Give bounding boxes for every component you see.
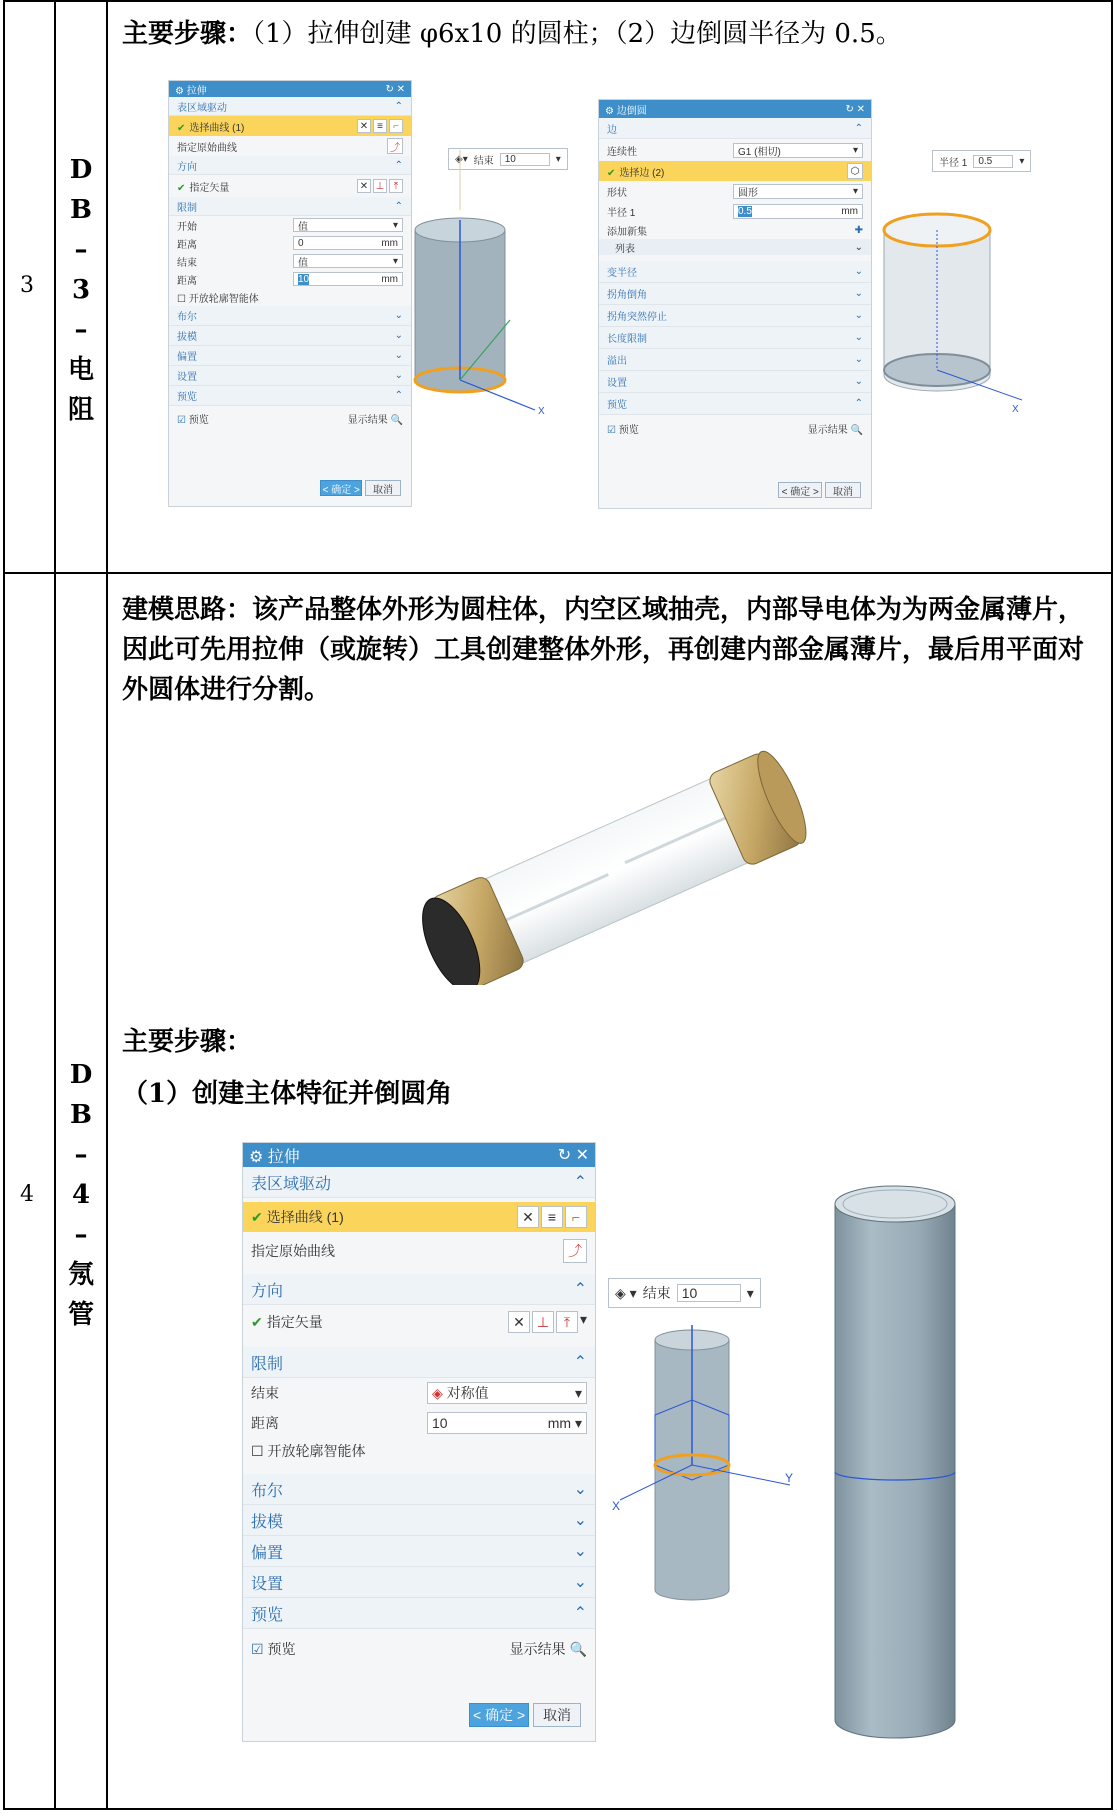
end-row: [243, 1378, 595, 1408]
section-label: 限制: [251, 1355, 284, 1373]
add-set-row[interactable]: [599, 221, 871, 239]
open-profile-row[interactable]: ☐ 开放轮廓智能体: [177, 293, 259, 305]
section-corner-setback[interactable]: [599, 283, 871, 305]
section-label: 限制: [177, 202, 197, 214]
section-offset[interactable]: [169, 346, 411, 366]
dropdown-icon: ▾: [392, 219, 398, 231]
code-char: –: [74, 1140, 88, 1170]
deselect-icon[interactable]: ✕: [517, 1206, 539, 1228]
vector-icon[interactable]: ⤒: [389, 179, 403, 193]
cancel-button[interactable]: 取消: [825, 482, 861, 498]
code-char: 管: [67, 1300, 94, 1330]
start-row: [169, 216, 411, 234]
svg-text:Y: Y: [785, 1471, 794, 1485]
select-curve-row[interactable]: [243, 1202, 595, 1232]
select-curve-label: 选择曲线 (1): [266, 1209, 344, 1225]
shape-label: 形状: [607, 187, 627, 199]
distance-start-input[interactable]: [293, 236, 403, 250]
gear-icon: ⚙: [605, 105, 614, 117]
code-char: 电: [67, 355, 94, 385]
dropdown-icon: ▾: [852, 144, 858, 156]
titlebar-controls-icon[interactable]: ↻ ✕: [845, 103, 865, 115]
check-icon: ✔: [177, 122, 186, 134]
continuity-label: 连续性: [607, 146, 637, 158]
section-draft[interactable]: [243, 1505, 595, 1536]
distance-end-row: [169, 270, 411, 288]
chevron-down-icon: ⌄: [394, 330, 403, 341]
modeling-idea: 建模思路：该产品整体外形为圆柱体，内空区域抽壳，内部导电体为为两金属薄片，因此可先用拉伸（或旋转）工具创建整体外形，再创建内部金属薄片，最后用平面对外圆体进行分割。: [122, 595, 1085, 705]
code-char: –: [74, 315, 88, 345]
section-edge[interactable]: [599, 118, 871, 139]
radius-input[interactable]: [733, 204, 863, 219]
gear-icon: ⚙: [249, 1148, 264, 1166]
shape-row: [599, 181, 871, 201]
table-border-right: [1111, 0, 1113, 1810]
distance-label: 距离: [177, 239, 197, 251]
section-label: 设置: [177, 372, 197, 383]
table-border-left: [3, 0, 5, 1810]
table-col-divider-1: [54, 0, 56, 1810]
chevron-down-icon: ⌄: [573, 1543, 587, 1560]
cube-icon[interactable]: ⬡: [847, 163, 863, 179]
section-preview[interactable]: [243, 1598, 595, 1629]
chevron-up-icon: ⌃: [394, 390, 403, 401]
code-char: 阻: [67, 395, 94, 425]
svg-text:X: X: [1012, 404, 1019, 415]
magnifier-icon: 🔍: [569, 1641, 587, 1657]
titlebar-controls-icon[interactable]: ↻ ✕: [385, 83, 405, 95]
end-float-field-2[interactable]: [608, 1278, 761, 1308]
section-stop-short[interactable]: [599, 305, 871, 327]
sketch-icon[interactable]: ⌐: [389, 119, 403, 133]
radius-row: [599, 201, 871, 221]
show-result-button[interactable]: [808, 421, 863, 436]
select-curve-label: 选择曲线 (1): [189, 122, 245, 134]
show-result-label: 显示结果: [509, 1641, 566, 1657]
chevron-up-icon: ⌃: [573, 1281, 587, 1298]
show-result-label: 显示结果: [807, 424, 848, 436]
component-code: [61, 1055, 101, 1335]
specify-vector-row[interactable]: [169, 175, 411, 197]
section-label: 溢出: [607, 356, 627, 367]
check-icon: ✔: [607, 167, 616, 179]
unit-label: mm: [381, 237, 398, 249]
continuity-select[interactable]: [733, 143, 863, 158]
svg-text:X: X: [612, 1499, 621, 1513]
section-label: 拐角倒角: [607, 290, 647, 301]
solid-icon: ◈ ▾: [615, 1284, 637, 1301]
chevron-down-icon: ⌄: [394, 350, 403, 361]
ok-button[interactable]: < 确定 >: [778, 482, 822, 498]
section-label: 布尔: [251, 1482, 284, 1500]
continuity-row: [599, 139, 871, 161]
distance-label: 距离: [251, 1415, 279, 1431]
curve-rule-icon[interactable]: ≡: [373, 119, 387, 133]
section-settings[interactable]: [169, 366, 411, 386]
section-label: 边: [607, 124, 617, 136]
start-label: 开始: [177, 221, 197, 233]
chevron-down-icon: ⌄: [854, 310, 863, 321]
end-value: 值: [298, 257, 308, 269]
dialog-title: 拉伸: [186, 85, 207, 97]
cylinder-fillet-preview: [872, 200, 1032, 420]
chevron-down-icon: ⌄: [573, 1512, 587, 1529]
gear-icon: ⚙: [175, 85, 184, 97]
section-settings[interactable]: [599, 371, 871, 393]
section-limits[interactable]: [243, 1347, 595, 1378]
preview-checkbox[interactable]: ☑ 预览: [251, 1641, 296, 1657]
curve-icon[interactable]: ⤴: [563, 1239, 587, 1263]
sketch-icon[interactable]: ⌐: [565, 1206, 587, 1228]
ok-button[interactable]: < 确定 >: [469, 1703, 529, 1727]
steps-text: （1）拉伸创建 φ6x10 的圆柱；（2）边倒圆半径为 0.5。: [252, 19, 902, 49]
origin-curve-label: 指定原始曲线: [177, 142, 237, 154]
dialog-titlebar: [169, 81, 411, 97]
select-edge-label: 选择边 (2): [619, 167, 665, 179]
preview-row: [169, 406, 411, 430]
preview-checkbox[interactable]: ☑ 预览: [177, 414, 209, 426]
section-surface[interactable]: [243, 1167, 595, 1198]
radius-float-label: 半径 1: [939, 157, 968, 169]
cylinder-extrude-preview: [400, 150, 570, 420]
code-char: B: [70, 195, 92, 225]
row-number: 3: [20, 273, 34, 298]
section-label: 预览: [251, 1606, 284, 1624]
start-value: 值: [298, 221, 308, 233]
axis-icon[interactable]: ⊥: [532, 1311, 554, 1333]
end-row: [169, 252, 411, 270]
cancel-button[interactable]: 取消: [533, 1703, 581, 1727]
ok-button[interactable]: < 确定 >: [320, 480, 362, 496]
section-label: 设置: [251, 1575, 284, 1593]
titlebar-controls-icon[interactable]: ↻ ✕: [557, 1147, 589, 1164]
cancel-button[interactable]: 取消: [365, 480, 401, 496]
table-border-top: [3, 0, 1113, 2]
svg-text:X: X: [538, 406, 545, 417]
steps-label: 主要步骤：: [122, 19, 253, 49]
preview-label: 预览: [188, 414, 209, 426]
chevron-down-icon: ⌄: [854, 376, 863, 387]
section-settings[interactable]: [243, 1567, 595, 1598]
section-label: 预览: [177, 392, 197, 403]
extrude-dialog-2: [242, 1142, 596, 1742]
section-label: 设置: [607, 378, 627, 389]
dialog-title: 拉伸: [267, 1148, 300, 1166]
vector-label: 指定矢量: [266, 1314, 323, 1330]
open-profile-label: 开放轮廓智能体: [267, 1443, 366, 1459]
edge-blend-dialog: [598, 99, 872, 509]
code-char: 4: [71, 1180, 91, 1210]
symmetric-icon: ◈: [432, 1385, 443, 1401]
component-code: [61, 150, 101, 430]
unit-label: mm: [841, 205, 858, 217]
end-float-value[interactable]: 10: [677, 1284, 741, 1302]
table-col-divider-2: [106, 0, 108, 1810]
distance-label: 距离: [177, 275, 197, 287]
section-preview[interactable]: [169, 386, 411, 406]
section-label: 拔模: [177, 332, 197, 343]
section-draft[interactable]: [169, 326, 411, 346]
shape-select[interactable]: [733, 184, 863, 199]
section-preview[interactable]: [599, 393, 871, 415]
section-variable-radius[interactable]: [599, 261, 871, 283]
continuity-value: G1 (相切): [738, 146, 781, 158]
end-select[interactable]: [293, 254, 403, 268]
section-overflow[interactable]: [599, 349, 871, 371]
dropdown-icon: ▾: [574, 1384, 582, 1401]
chevron-up-icon: ⌃: [573, 1354, 587, 1371]
dropdown-icon: ▾: [852, 185, 858, 197]
magnifier-icon: 🔍: [390, 414, 403, 426]
preview-row: [243, 1629, 595, 1669]
section-limits[interactable]: [169, 197, 411, 216]
unit-label: mm: [547, 1414, 572, 1431]
table-border-bottom: [3, 1808, 1113, 1810]
chevron-down-icon: ⌄: [854, 241, 863, 253]
check-icon: ✔: [251, 1209, 263, 1225]
radius-float-value[interactable]: 0.5: [973, 155, 1013, 168]
dialog-titlebar: [243, 1143, 595, 1167]
origin-curve-row[interactable]: [169, 136, 411, 156]
chevron-up-icon: ⌃: [573, 1174, 587, 1191]
distance-start-row: [169, 234, 411, 252]
section-label: 表区域驱动: [251, 1175, 332, 1193]
distance-row: [243, 1408, 595, 1438]
section-label: 偏置: [251, 1544, 284, 1562]
section-label: 方向: [177, 161, 197, 173]
check-icon: ✔: [177, 182, 186, 194]
section-boolean[interactable]: [243, 1474, 595, 1505]
dropdown-icon: ▾: [555, 153, 561, 165]
show-result-button[interactable]: [348, 411, 403, 426]
end-float-label: 结束: [473, 155, 494, 167]
vector-icon[interactable]: ⤒: [556, 1311, 578, 1333]
end-float-value[interactable]: 10: [500, 153, 550, 166]
chevron-up-icon: ⌃: [854, 398, 863, 409]
row3-steps: [122, 14, 1102, 54]
deselect-icon[interactable]: ✕: [357, 119, 371, 133]
start-select[interactable]: [293, 218, 403, 232]
section-direction[interactable]: [169, 156, 411, 175]
open-profile-row[interactable]: ☐ 开放轮廓智能体: [251, 1443, 366, 1459]
radius-float-field[interactable]: [932, 150, 1031, 172]
origin-curve-label: 指定原始曲线: [251, 1243, 335, 1259]
section-label: 布尔: [177, 312, 197, 323]
check-icon: ✔: [251, 1314, 263, 1330]
section-label: 预览: [607, 400, 627, 411]
chevron-down-icon: ⌄: [573, 1574, 587, 1591]
add-set-label: 添加新集: [607, 226, 647, 238]
cylinder-extrude-preview-2: [600, 1320, 800, 1630]
chevron-down-icon: ⌄: [573, 1481, 587, 1498]
distance-end-input[interactable]: [293, 272, 403, 286]
end-label: 结束: [251, 1385, 279, 1401]
add-set-icon[interactable]: ✚: [854, 224, 863, 236]
chevron-up-icon: ⌃: [573, 1605, 587, 1622]
code-char: B: [70, 1100, 92, 1130]
preview-label: 预览: [618, 424, 639, 436]
neon-tube-render: [375, 745, 855, 985]
magnifier-icon: 🔍: [850, 424, 863, 436]
row4-step1: （1）创建主体特征并倒圆角: [122, 1079, 453, 1109]
show-result-label: 显示结果: [347, 414, 388, 426]
section-label: 变半径: [607, 268, 637, 279]
section-surface[interactable]: [169, 97, 411, 116]
distance-value: 10: [298, 273, 310, 285]
axis-icon[interactable]: ⊥: [373, 179, 387, 193]
section-label: 表区域驱动: [177, 102, 227, 114]
code-char: 氖: [67, 1260, 94, 1290]
radius-label: 半径 1: [607, 207, 636, 219]
reverse-icon[interactable]: ✕: [508, 1311, 530, 1333]
solid-icon: ◈▾: [455, 153, 468, 165]
shape-value: 圆形: [738, 187, 758, 199]
open-profile-label: 开放轮廓智能体: [188, 293, 259, 305]
list-label: 列表: [615, 243, 635, 255]
distance-input[interactable]: 10 mm ▾: [427, 1412, 587, 1434]
chevron-down-icon: ⌄: [854, 288, 863, 299]
end-float-label: 结束: [642, 1285, 671, 1301]
end-value: 对称值: [446, 1385, 489, 1401]
distance-value: 0: [298, 237, 304, 249]
preview-checkbox[interactable]: ☑ 预览: [607, 424, 639, 436]
preview-row: [599, 415, 871, 441]
row-number: 4: [20, 1182, 34, 1207]
unit-label: mm: [381, 273, 398, 285]
chevron-down-icon: ⌄: [394, 310, 403, 321]
chevron-down-icon: ⌄: [394, 370, 403, 381]
section-boolean[interactable]: [169, 306, 411, 326]
end-label: 结束: [177, 257, 197, 269]
preview-label: 预览: [267, 1641, 296, 1657]
radius-value: 0.5: [738, 205, 752, 217]
distance-value: 10: [432, 1415, 448, 1431]
extrude-dialog: [168, 80, 412, 507]
chevron-up-icon: ⌃: [394, 200, 403, 212]
show-result-button[interactable]: [510, 1639, 587, 1659]
dialog-titlebar: [599, 100, 871, 118]
code-char: –: [74, 235, 88, 265]
section-length-limit[interactable]: [599, 327, 871, 349]
chevron-down-icon: ⌄: [854, 266, 863, 277]
chevron-up-icon: ⌃: [394, 159, 403, 171]
chevron-down-icon: ⌄: [854, 354, 863, 365]
select-edge-row[interactable]: [599, 161, 871, 181]
section-label: 方向: [251, 1282, 284, 1300]
reverse-icon[interactable]: ✕: [357, 179, 371, 193]
chevron-up-icon: ⌃: [854, 122, 863, 134]
section-label: 拔模: [251, 1513, 284, 1531]
code-char: D: [69, 1060, 93, 1090]
dropdown-icon: ▾: [1019, 155, 1025, 167]
cylinder-final-render: [820, 1172, 970, 1752]
dropdown-icon[interactable]: ▾: [579, 1311, 587, 1327]
section-offset[interactable]: [243, 1536, 595, 1567]
chevron-down-icon: ⌄: [854, 332, 863, 343]
section-label: 长度限制: [607, 334, 647, 345]
list-row[interactable]: [599, 239, 871, 255]
vector-label: 指定矢量: [189, 182, 230, 194]
specify-vector-row[interactable]: [243, 1305, 595, 1339]
section-label: 拐角突然停止: [607, 312, 667, 323]
curve-rule-icon[interactable]: ≡: [541, 1206, 563, 1228]
dialog-title: 边倒圆: [616, 105, 647, 117]
section-label: 偏置: [177, 352, 197, 363]
code-char: D: [69, 155, 93, 185]
origin-curve-row[interactable]: [243, 1236, 595, 1266]
section-direction[interactable]: [243, 1274, 595, 1305]
code-char: 3: [71, 275, 91, 305]
table-row-divider: [3, 572, 1113, 574]
end-select[interactable]: [427, 1382, 587, 1404]
dropdown-icon: ▾: [392, 255, 398, 267]
dropdown-icon: ▾: [746, 1284, 754, 1301]
chevron-up-icon: ⌃: [394, 100, 403, 112]
select-curve-row[interactable]: [169, 116, 411, 136]
code-char: –: [74, 1220, 88, 1250]
curve-icon[interactable]: ⤴: [387, 138, 403, 154]
row4-steps-label: 主要步骤：: [122, 1027, 253, 1057]
